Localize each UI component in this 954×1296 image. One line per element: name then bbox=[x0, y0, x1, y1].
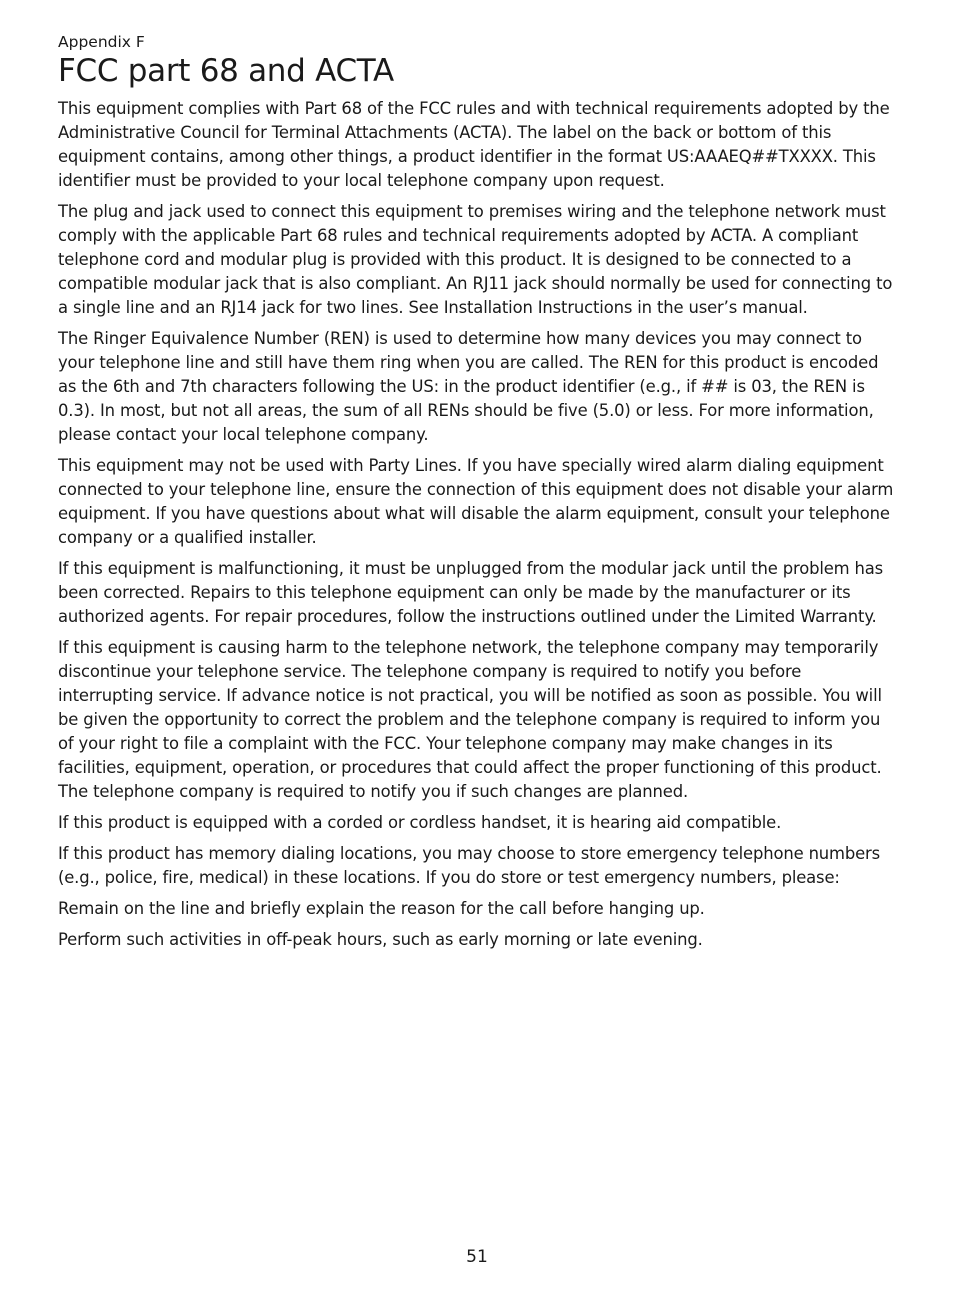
appendix-label: Appendix F bbox=[58, 33, 145, 51]
page-title: FCC part 68 and ACTA bbox=[58, 53, 394, 89]
paragraph-malfunction: If this equipment is malfunctioning, it must be unplugged from the modular jack until the problem has been corrected. Repairs to this telephone equipment can only be made by the manufacturer or its authorized agents. For repair procedures, follow the instructions outlined under the Limited Warranty. bbox=[58, 559, 884, 626]
paragraph-party-lines: This equipment may not be used with Party Lines. If you have specially wired alarm dialing equipment connected to your telephone line, ensure the connection of this equipment does not disable your alarm equipment. If you have questions about what will disable the alarm equipment, consult your telephone company or a qualified installer. bbox=[58, 456, 894, 547]
paragraph-ren: The Ringer Equivalence Number (REN) is used to determine how many devices you may connect to your telephone line and still have them ring when you are called. The REN for this product is encoded as the 6th and 7th characters following the US: in the product identifier (e.g., if ## is 03, the REN is 0.3). In most, but not all areas, the sum of all RENs should be five (5.0) or less. For more information, please contact your local telephone company. bbox=[58, 329, 879, 444]
paragraph-hearing-aid: If this product is equipped with a corded or cordless handset, it is hearing aid compatible. bbox=[58, 813, 782, 832]
paragraph-memory-dialing: If this product has memory dialing locations, you may choose to store emergency telephone numbers (e.g., police, fire, medical) in these locations. If you do store or test emergency numbers, please: bbox=[58, 844, 881, 887]
paragraph-remain-on-line: Remain on the line and briefly explain the reason for the call before hanging up. bbox=[58, 899, 705, 918]
paragraph-part68-compliance: This equipment complies with Part 68 of the FCC rules and with technical requirements adopted by the Administrative Council for Terminal Attachments (ACTA). The label on the back or bottom of this equipment contains, among other things, a product identifier in the format US:AAAEQ##TXXXX. This identifier must be provided to your local telephone company upon request. bbox=[58, 99, 890, 190]
document-page bbox=[58, 32, 894, 959]
paragraph-plug-and-jack: The plug and jack used to connect this equipment to premises wiring and the telephone network must comply with the applicable Part 68 rules and technical requirements adopted by ACTA. A compliant telephone cord and modular plug is provided with this product. It is designed to be connected to a compatible modular jack that is also compliant. An RJ11 jack should normally be used for connecting to a single line and an RJ14 jack for two lines. See Installation Instructions in the user’s manual. bbox=[58, 202, 893, 317]
paragraph-off-peak: Perform such activities in off-peak hours, such as early morning or late evening. bbox=[58, 930, 703, 949]
paragraph-network-harm: If this equipment is causing harm to the telephone network, the telephone company may temporarily discontinue your telephone service. The telephone company is required to notify you before interrupting service. If advance notice is not practical, you will be notified as soon as possible. You will be given the opportunity to correct the problem and the telephone company is required to inform you of your right to file a complaint with the FCC. Your telephone company may make changes in its facilities, equipment, operation, or procedures that could affect the proper functioning of this product. The telephone company is required to notify you if such changes are planned. bbox=[58, 638, 882, 801]
page-number: 51 bbox=[466, 1247, 488, 1267]
